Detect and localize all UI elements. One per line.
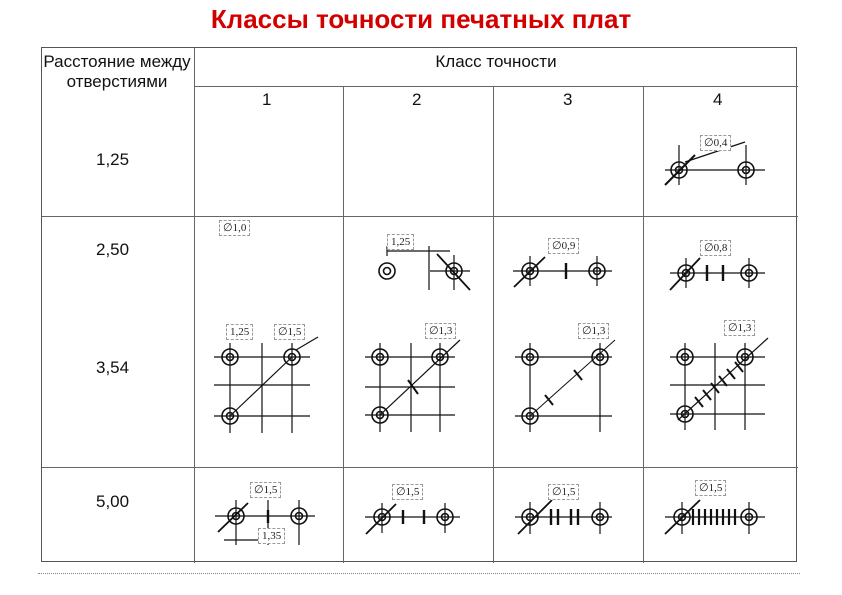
dimension-note: 1,25 (226, 324, 253, 340)
pad-pattern-r3c1 (214, 337, 318, 433)
class-header: Класс точности (435, 52, 557, 71)
class-4-header: 4 (713, 90, 723, 109)
dimension-note: ∅1,3 (724, 320, 755, 336)
dimension-note: ∅1,3 (425, 323, 456, 339)
row-label: 3,54 (96, 358, 130, 377)
pad-pattern-r4c4 (665, 500, 765, 534)
distance-header: Расстояние между отверстиями (43, 52, 191, 91)
dimension-note: ∅0,4 (700, 135, 731, 151)
page-title: Классы точности печатных плат (210, 4, 632, 34)
dimension-note: ∅1,5 (274, 324, 305, 340)
class-1-header: 1 (262, 90, 272, 109)
dotted-divider (38, 573, 800, 574)
class-2-header: 2 (412, 90, 422, 109)
dimension-note: ∅1,3 (578, 323, 609, 339)
row-label: 1,25 (96, 150, 130, 169)
pad-pattern-r3c2 (365, 340, 460, 432)
dimension-note: 1,25 (387, 234, 414, 250)
pad-pattern-r2c3 (513, 256, 612, 287)
row-label: 2,50 (96, 240, 130, 259)
pad-pattern-r3c4 (670, 338, 768, 430)
pad-pattern-r3c3 (515, 340, 615, 432)
pad-pattern-r2c4 (670, 258, 765, 290)
dimension-note: ∅0,8 (700, 240, 731, 256)
dimension-note: ∅1,5 (548, 484, 579, 500)
pad-pattern-r4c3 (515, 500, 612, 534)
dimension-note: ∅0,9 (548, 238, 579, 254)
pad-pattern-r4c2 (365, 503, 460, 534)
dimension-note: ∅1,5 (392, 484, 423, 500)
dimension-note: ∅1,5 (250, 482, 281, 498)
dimension-note: ∅1,5 (695, 480, 726, 496)
dimension-note: 1,35 (258, 528, 285, 544)
class-3-header: 3 (563, 90, 573, 109)
dimension-note: ∅1,0 (219, 220, 250, 236)
pad-pattern-r2c2 (379, 246, 470, 290)
row-label: 5,00 (96, 492, 130, 511)
